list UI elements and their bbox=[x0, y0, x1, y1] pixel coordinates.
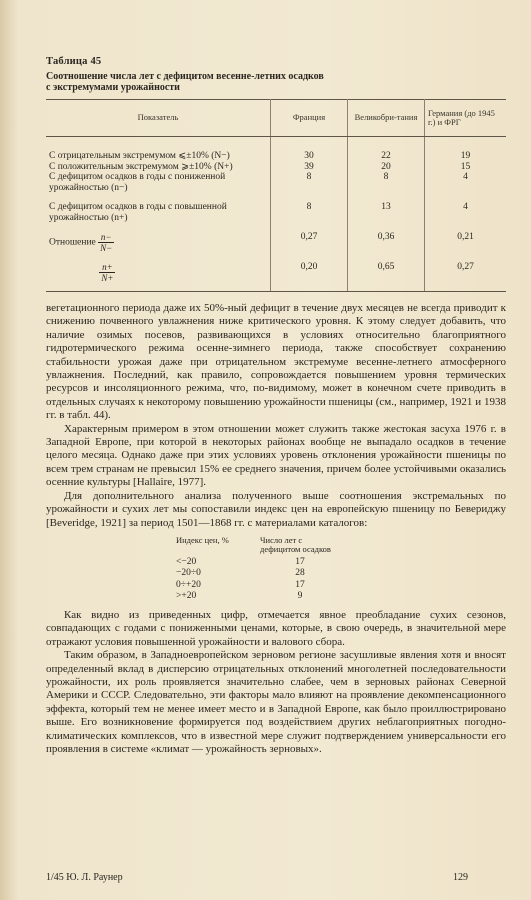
paragraph-beveridge: Для дополнительного анализа полученного выше соотношения экстремальных по урожайности и сухих лет мы сопоставили индекс цен на европейскую пшеницу по Бевериджу [Beveridge, 1921] за период 1501—1868 гг. с материалами каталогов: bbox=[46, 489, 506, 529]
price-index-value: −20÷0 bbox=[176, 568, 201, 579]
table-caption-line-2: с экстремумами урожайности bbox=[46, 82, 180, 93]
paragraph-conclusion-region: Таким образом, в Западноевропейском зерновом регионе засушливые явления хотя и вносят определенный вклад в дисперсию отрицательных отклонений многолетней последовательности урожайности, их роль проявляется значительно слабее, чем в зерновых районах Северной Америки и СССР. Следовательно, эти факторы мало влияют на проявление декомпенсационного эффекта, который тем не менее имеет место и в Западной Европе, как было проиллюстрировано выше. Его возникновение формируется под воздействием других неблагоприятных погодно-климатических комплексов, что в известной мере служит подтверждением универсальности его проявления в системе «климат — урожайность зерновых». bbox=[46, 649, 506, 755]
page-content bbox=[46, 56, 506, 756]
table-row bbox=[46, 253, 506, 292]
header-great-britain: Великобри-тания bbox=[348, 100, 425, 137]
cell-great-britain: 22 bbox=[348, 137, 425, 162]
cell-germany: 0,21 bbox=[457, 232, 474, 242]
price-index-table bbox=[176, 536, 354, 603]
header-germany: Германия (до 1945 г.) и ФРГ bbox=[425, 100, 507, 137]
row-label-ratio bbox=[46, 253, 271, 292]
header-dry-years: Число лет с дефицитом осадков bbox=[260, 534, 331, 554]
table-row bbox=[46, 223, 506, 253]
price-index-value: <−20 bbox=[176, 556, 197, 567]
cell-germany: 19 bbox=[460, 151, 471, 161]
fraction-denominator: N+ bbox=[101, 273, 114, 283]
cell-great-britain: 13 bbox=[348, 193, 425, 223]
row-label: С положительным экстремумом ⩾±10% (N+) bbox=[46, 162, 271, 173]
cell-great-britain: 0,36 bbox=[348, 223, 425, 253]
paragraph-continuation: вегетационного периода даже их 50%-ный дефицит в течение двух месяцев не всегда приводит к снижению почвенного увлажнения ниже критического уровня. К этому следует добавить, что наличие озимых посевов, развивающихся в условиях относительно благоприятного гидротермического режима осенне-зимнего периода, также способствует сохранению стабильности урожая даже при отрицательном экстремуме весенне-летнего атмосферного увлажнения. Последний, как правило, сопровождается повышением уровня термических ресурсов и инсоляционного режима, что, по-видимому, может в конечном счете приводить в отдельных случаях к некоторому повышению урожайности пшеницы (см., например, 1921 и 1938 гг. в табл. 44). bbox=[46, 302, 506, 422]
table-row bbox=[46, 193, 506, 223]
header-indicator: Показатель bbox=[46, 100, 271, 137]
cell-germany: 4 bbox=[463, 202, 468, 212]
page-number: 129 bbox=[453, 872, 468, 883]
cell-great-britain: 0,65 bbox=[348, 253, 425, 292]
table-number: Таблица 45 bbox=[46, 56, 102, 67]
price-index-value: 0÷+20 bbox=[176, 579, 201, 590]
price-index-value: >+20 bbox=[176, 591, 197, 602]
fraction-numerator: n+ bbox=[99, 262, 115, 273]
dry-years-value: 17 bbox=[295, 556, 305, 567]
ratio-label: Отношение bbox=[49, 237, 96, 248]
paragraph-conclusion-prices: Как видно из приведенных цифр, отмечается явное преобладание сухих сезонов, совпадающих с годами с пониженными ценами, которые, в свою очередь, в значительной мере отражают условия повышенной урожайности и валового сбора. bbox=[46, 608, 506, 648]
table-row bbox=[46, 172, 506, 193]
price-index-row bbox=[176, 580, 354, 592]
price-index-header-row bbox=[176, 536, 354, 557]
fraction-numerator: n− bbox=[98, 232, 114, 243]
ratio-fraction bbox=[99, 262, 115, 283]
row-label: С дефицитом осадков в годы с пониженной урожайностью (n−) bbox=[46, 172, 271, 193]
cell-france: 30 bbox=[271, 137, 348, 162]
cell-germany: 0,27 bbox=[425, 253, 507, 292]
cell-france: 0,27 bbox=[271, 223, 348, 253]
table-row bbox=[46, 162, 506, 173]
cell-great-britain: 8 bbox=[348, 172, 425, 193]
cell-france: 8 bbox=[271, 193, 348, 223]
table-row bbox=[46, 137, 506, 162]
cell-france: 39 bbox=[271, 162, 348, 173]
table-header-row bbox=[46, 100, 506, 137]
row-label: С отрицательным экстремумом ⩽±10% (N−) bbox=[46, 137, 271, 162]
printer-signature: 1/45 Ю. Л. Раунер bbox=[46, 872, 123, 883]
table-caption-line-1: Соотношение числа лет с дефицитом весенне-летних осадков bbox=[46, 71, 324, 82]
price-index-row bbox=[176, 568, 354, 580]
paragraph-drought-1976: Характерным примером в этом отношении может служить также жестокая засуха 1976 г. в Западной Европе, при которой в некоторых районах вообще не выпадало осадков в течение целого месяца. Однако даже при этих условиях уровень отклонения урожайности пшеницы по всем трем странам не превысил 15% ее среднего значения, причем более устойчивыми оказались осенние культуры [Hallaire, 1977]. bbox=[46, 422, 506, 489]
dry-years-value: 9 bbox=[297, 591, 303, 602]
cell-france: 0,20 bbox=[271, 253, 348, 292]
price-index-row bbox=[176, 557, 354, 569]
header-price-index: Индекс цен, % bbox=[176, 534, 229, 545]
fraction-denominator: N− bbox=[100, 243, 113, 253]
table-caption bbox=[46, 71, 506, 93]
cell-great-britain: 20 bbox=[348, 162, 425, 173]
cell-germany: 4 bbox=[463, 172, 468, 182]
cell-france: 8 bbox=[271, 172, 348, 193]
cell-germany: 15 bbox=[460, 161, 471, 172]
header-france: Франция bbox=[271, 100, 348, 137]
price-index-row bbox=[176, 591, 354, 603]
row-label-ratio bbox=[46, 223, 271, 253]
dry-years-value: 28 bbox=[295, 568, 305, 579]
table-45 bbox=[46, 99, 506, 292]
ratio-fraction bbox=[98, 232, 114, 253]
dry-years-value: 17 bbox=[295, 579, 305, 590]
row-label: С дефицитом осадков в годы с повышенной урожайностью (n+) bbox=[46, 193, 271, 223]
